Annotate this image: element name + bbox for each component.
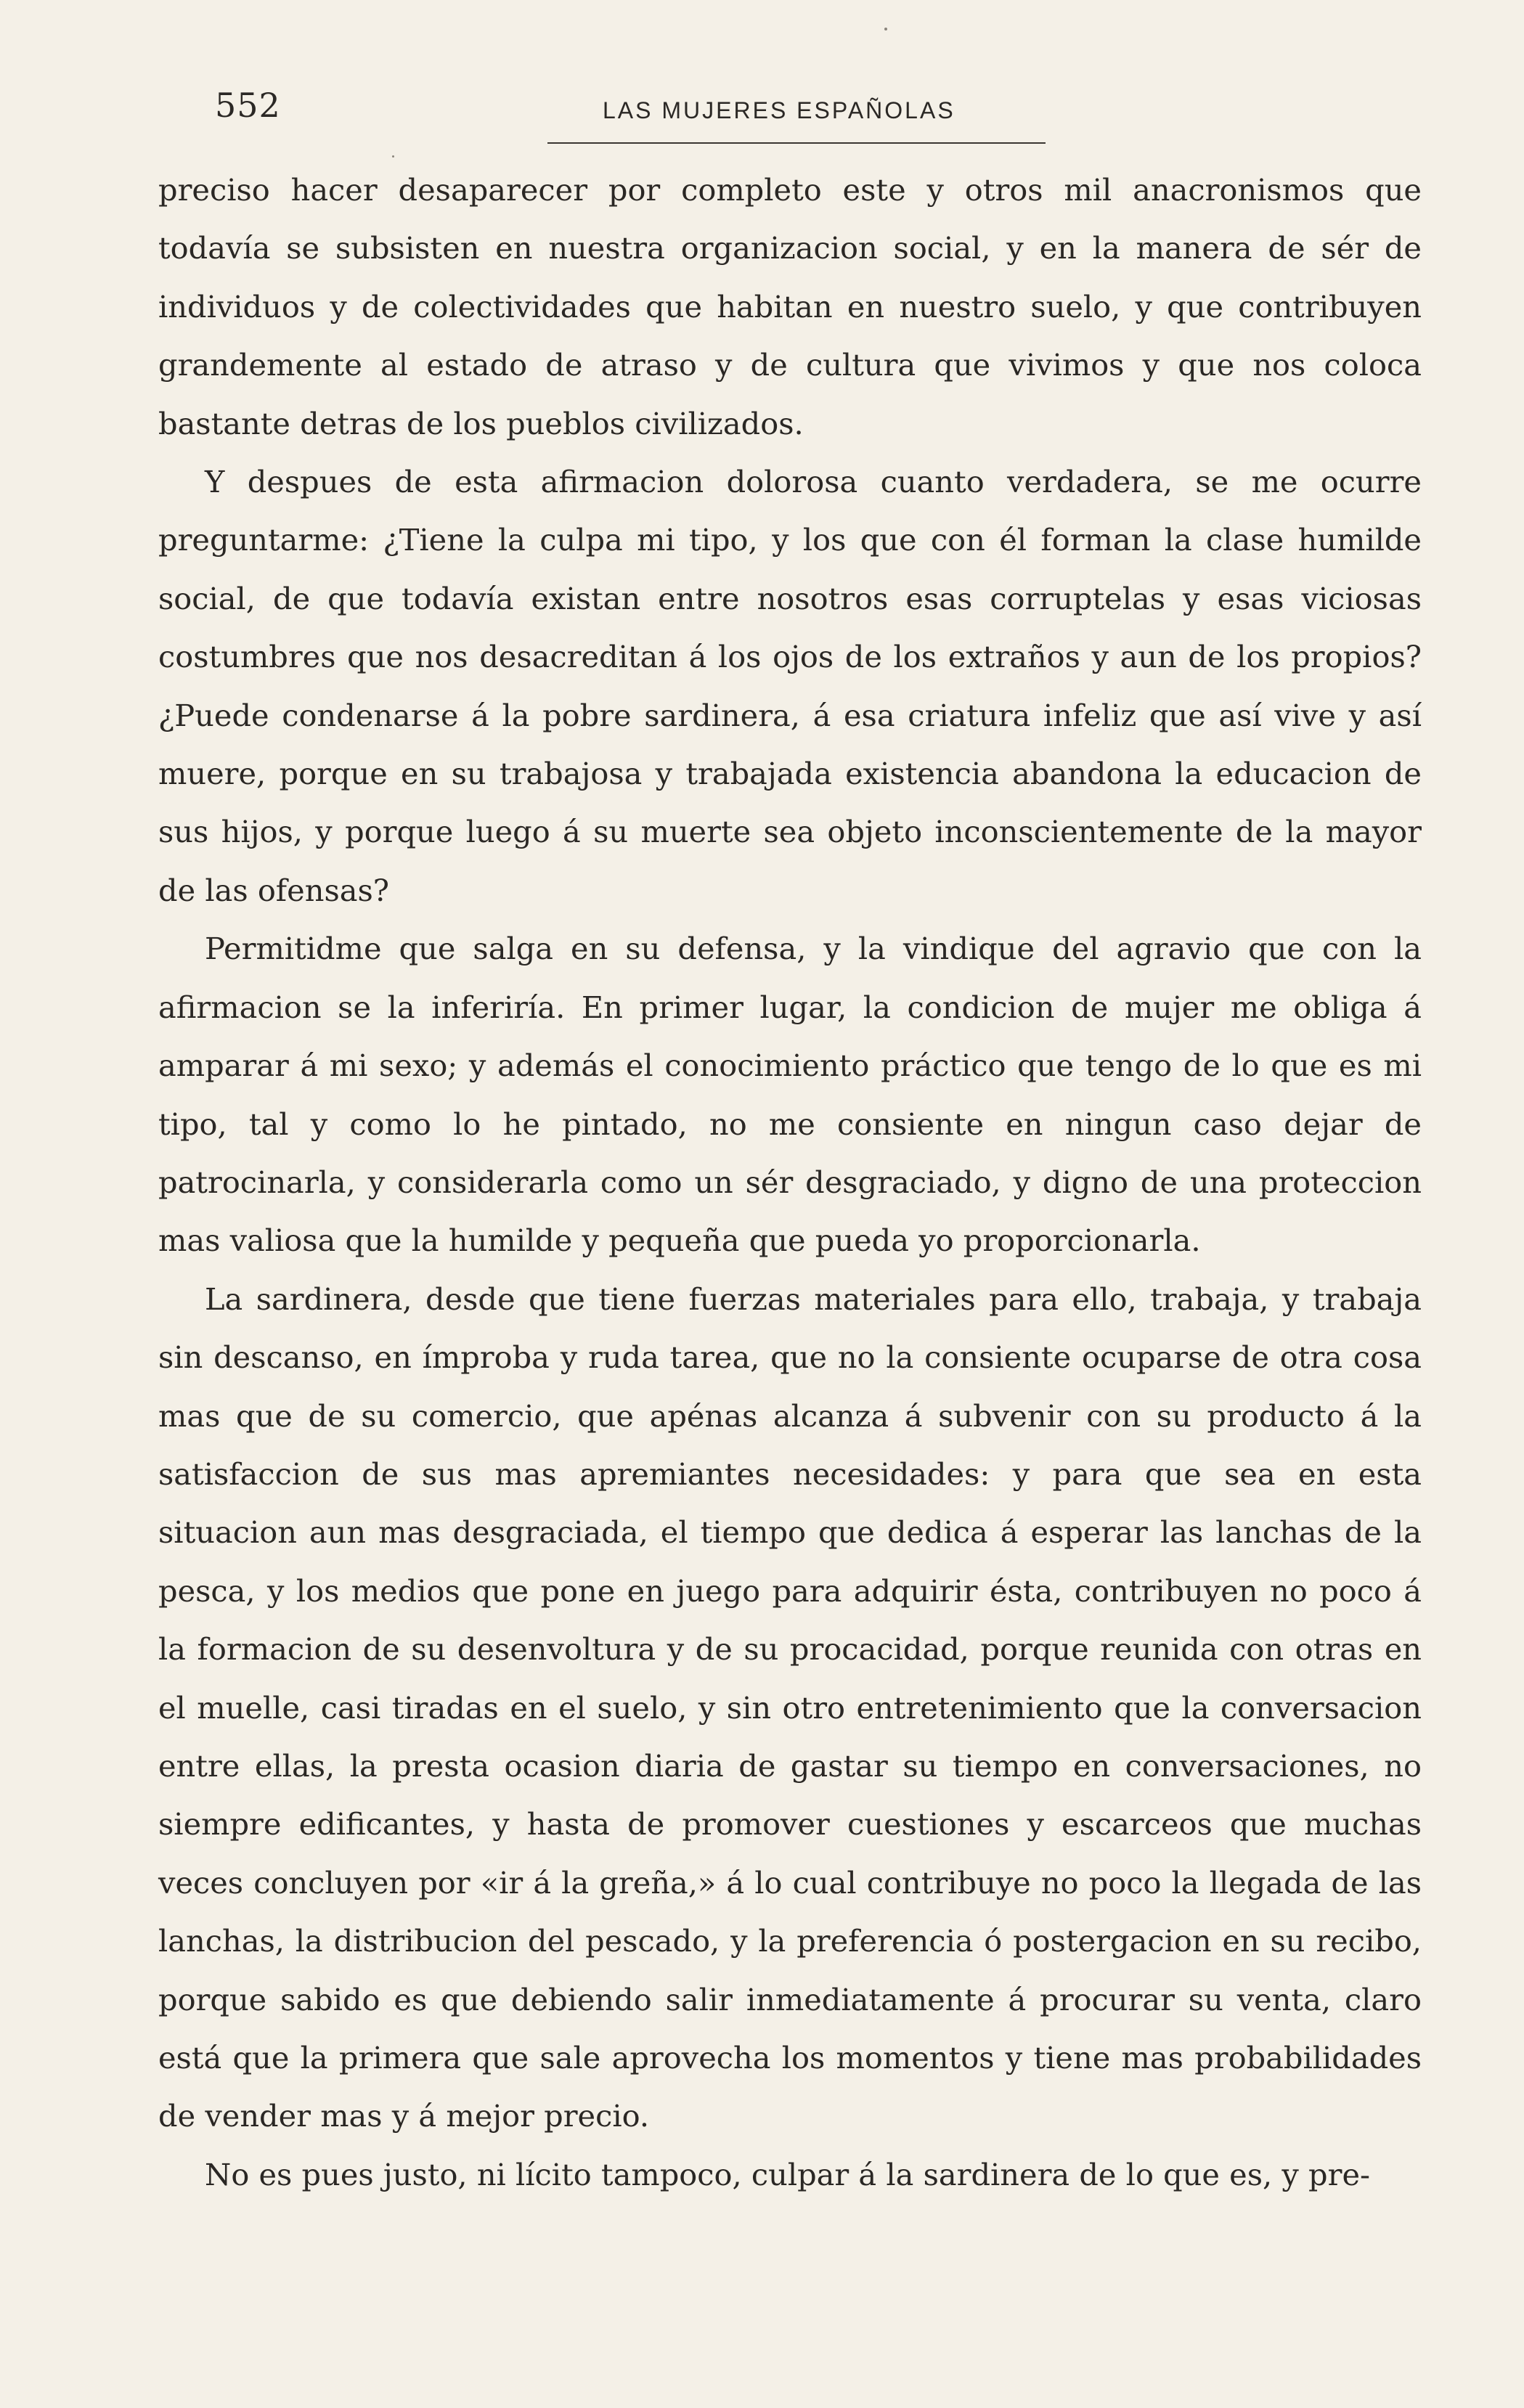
page-number: 552 xyxy=(215,86,281,125)
paragraph: Y despues de esta afirmacion dolorosa cuanto verdadera, se me ocurre preguntarme: ¿Tiene la culpa mi tipo, y los que con él forman la clase humilde social, de que todavía existan entre nosotros esas corruptelas y esas viciosas costumbres que nos desacreditan á los ojos de los extraños y aun de los propios? ¿Puede condenarse á la pobre sardinera, á esa criatura infeliz que así vive y así muere, porque en su trabajosa y trabajada existencia abandona la educacion de sus hijos, y porque luego á su muerte sea objeto inconscientemente de la mayor de las ofensas? xyxy=(158,464,1422,908)
paragraph-continuation: preciso hacer desaparecer por completo este y otros mil anacronismos que todavía se subsisten en nuestra organizacion social, y en la manera de sér de individuos y de colectividades que habitan en nuestro suelo, y que contribuyen grandemente al estado de atraso y de cultura que vivimos y que nos coloca bastante detras de los pueblos civilizados. xyxy=(158,172,1422,441)
header-rule xyxy=(547,142,1046,144)
paragraph: Permitidme que salga en su defensa, y la vindique del agravio que con la afirmacion se la inferiría. En primer lugar, la condicion de mujer me obliga á amparar á mi sexo; y además el conocimiento práctico que tengo de lo que es mi tipo, tal y como lo he pintado, no me consiente en ningun caso dejar de patrocinarla, y considerarla como un sér desgraciado, y digno de una proteccion mas valiosa que la humilde y pequeña que pueda yo proporcionarla. xyxy=(158,931,1422,1259)
body-text xyxy=(158,161,1422,2204)
paragraph: No es pues justo, ni lícito tampoco, culpar á la sardinera de lo que es, y pre- xyxy=(205,2156,1371,2192)
running-title: LAS MUJERES ESPAÑOLAS xyxy=(603,97,955,123)
paragraph: La sardinera, desde que tiene fuerzas materiales para ello, trabaja, y trabaja sin descanso, en ímproba y ruda tarea, que no la consiente ocuparse de otra cosa mas que de su comercio, que apénas alcanza á subvenir con su producto á la satisfaccion de sus mas apremiantes necesidades: y para que sea en esta situacion aun mas desgraciada, el tiempo que dedica á esperar las lanchas de la pesca, y los medios que pone en juego para adquirir ésta, contribuyen no poco á la formacion de su desenvoltura y de su procacidad, porque reunida con otras en el muelle, casi tiradas en el suelo, y sin otro entretenimiento que la conversacion entre ellas, la presta ocasion diaria de gastar su tiempo en conversaciones, no siempre edificantes, y hasta de promover cuestiones y escarceos que muchas veces concluyen por «ir á la greña,» á lo cual contribuye no poco la llegada de las lanchas, la distribucion del pescado, y la preferencia ó postergacion en su recibo, porque sabido es que debiendo salir inmediatamente á procurar su venta, claro está que la primera que sale aprovecha los momentos y tiene mas probabilidades de vender mas y á mejor precio. xyxy=(158,1281,1422,2134)
paper-speck xyxy=(392,155,394,158)
paper-speck xyxy=(884,28,887,30)
